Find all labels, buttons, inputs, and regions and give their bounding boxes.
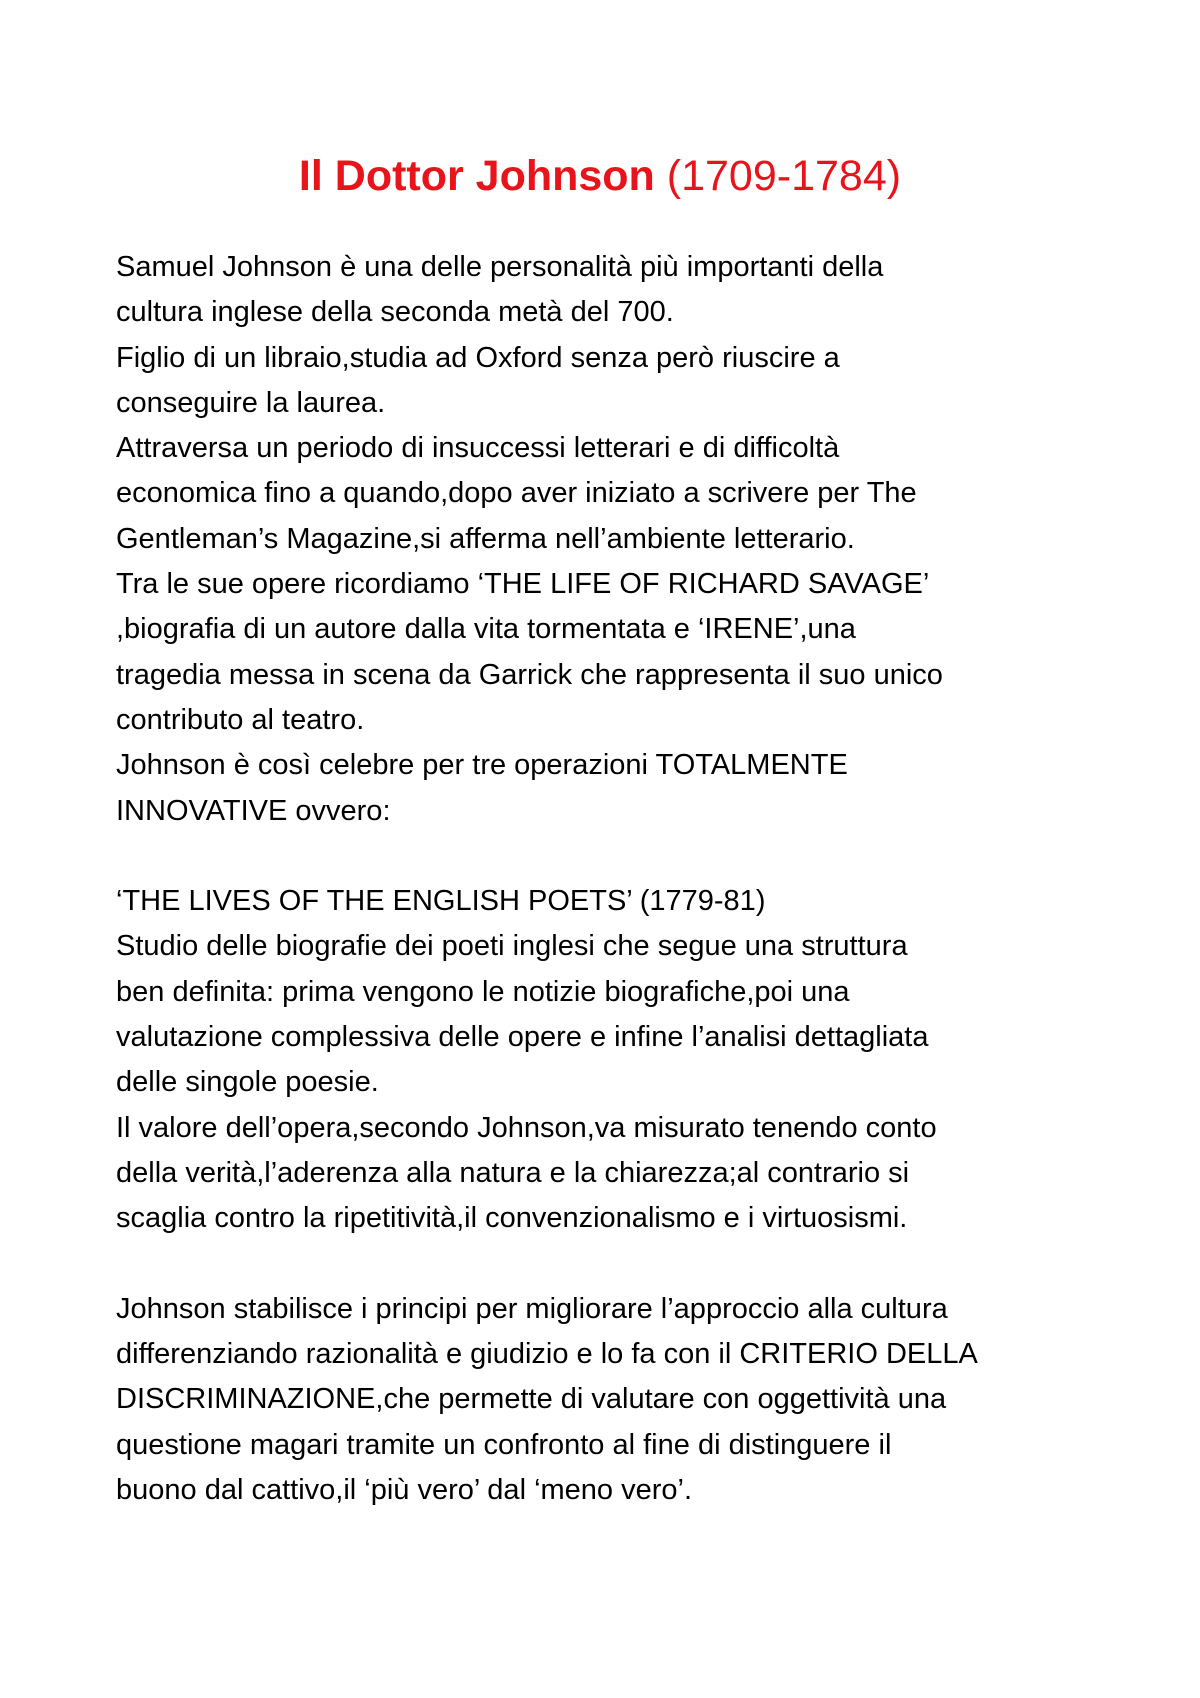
text-line: Il valore dell’opera,secondo Johnson,va misurato tenendo conto bbox=[116, 1111, 937, 1144]
text-line: Samuel Johnson è una delle personalità più importanti della bbox=[116, 251, 884, 283]
text-line: contributo al teatro. bbox=[116, 703, 365, 736]
text-line: scaglia contro la ripetitività,il convenzionalismo e i virtuosismi. bbox=[116, 1202, 908, 1235]
title-years: (1709-1784) bbox=[666, 152, 902, 200]
text-line: ben definita: prima vengono le notizie biografiche,poi una bbox=[116, 975, 850, 1008]
text-line: buono dal cattivo,il ‘più vero’ dal ‘meno vero’. bbox=[116, 1474, 693, 1507]
page-title bbox=[0, 148, 1200, 204]
text-line: Johnson stabilisce i principi per migliorare l’approccio alla cultura bbox=[116, 1292, 948, 1325]
text-line: delle singole poesie. bbox=[116, 1066, 379, 1099]
text-line: ,biografia di un autore dalla vita tormentata e ‘IRENE’,una bbox=[116, 613, 856, 646]
text-line: conseguire la laurea. bbox=[116, 386, 386, 419]
text-line: INNOVATIVE ovvero: bbox=[116, 794, 391, 827]
blank-line bbox=[116, 1242, 1116, 1287]
text-line: Studio delle biografie dei poeti inglesi che segue una struttura bbox=[116, 930, 908, 963]
text-line: Attraversa un periodo di insuccessi letterari e di difficoltà bbox=[116, 432, 840, 465]
body-text bbox=[116, 245, 1116, 1513]
text-line: differenziando razionalità e giudizio e lo fa con il CRITERIO DELLA bbox=[116, 1338, 978, 1371]
blank-line bbox=[116, 834, 1116, 879]
text-line: DISCRIMINAZIONE,che permette di valutare con oggettività una bbox=[116, 1383, 947, 1416]
title-name: Il Dottor Johnson bbox=[298, 152, 655, 200]
text-line: cultura inglese della seconda metà del 700. bbox=[116, 296, 674, 329]
text-line: economica fino a quando,dopo aver iniziato a scrivere per The bbox=[116, 477, 917, 510]
text-line: valutazione complessiva delle opere e infine l’analisi dettagliata bbox=[116, 1021, 929, 1054]
text-line: tragedia messa in scena da Garrick che rappresenta il suo unico bbox=[116, 658, 943, 691]
text-line: della verità,l’aderenza alla natura e la chiarezza;al contrario si bbox=[116, 1156, 910, 1189]
text-line: questione magari tramite un confronto al fine di distinguere il bbox=[116, 1428, 892, 1461]
text-line: Gentleman’s Magazine,si afferma nell’ambiente letterario. bbox=[116, 522, 855, 555]
text-line: Tra le sue opere ricordiamo ‘THE LIFE OF RICHARD SAVAGE’ bbox=[116, 568, 930, 601]
text-line: Figlio di un libraio,studia ad Oxford senza però riuscire a bbox=[116, 341, 840, 374]
text-line: Johnson è così celebre per tre operazioni TOTALMENTE bbox=[116, 749, 848, 782]
section-heading: ‘THE LIVES OF THE ENGLISH POETS’ (1779-81) bbox=[116, 885, 766, 918]
